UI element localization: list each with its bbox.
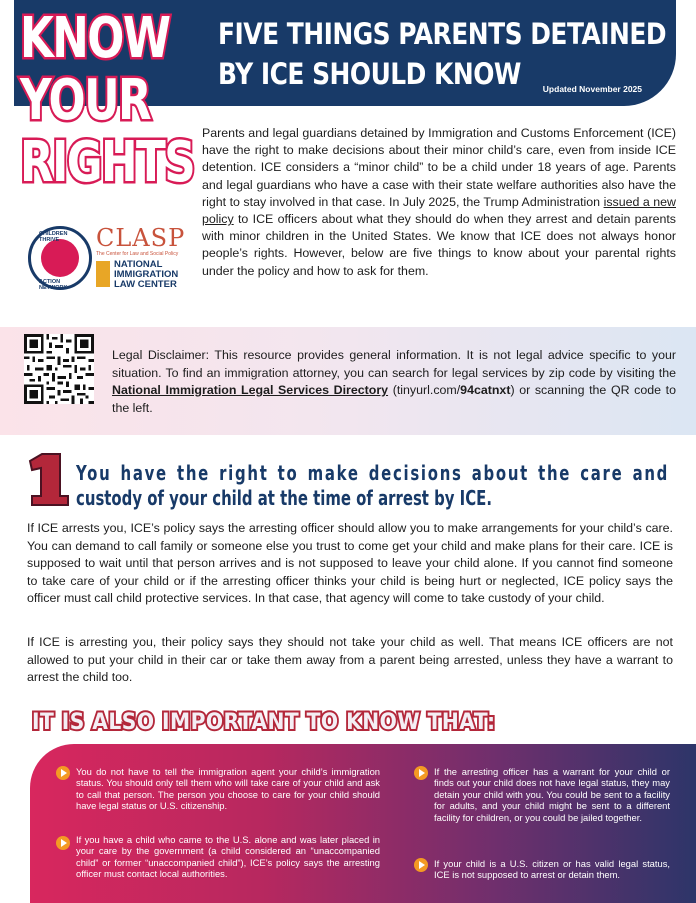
bullet-item: You do not have to tell the immigration agent your child’s immigration status. You should only tell them who will take care of your child and ask to call that person. The person you choose to care for your child should have legal status or U.S. citizenship. [76, 766, 380, 812]
clasp-logo: CLASP [96, 224, 186, 252]
nilc-logo [114, 260, 178, 290]
also-important-heading: IT IS ALSO IMPORTANT TO KNOW THAT: [32, 710, 496, 735]
page-title-line1: FIVE THINGS PARENTS DETAINED [218, 17, 667, 51]
section1-heading-line2: custody of your child at the time of arrest by ICE. [76, 486, 493, 510]
section1-heading [76, 461, 672, 511]
qr-code-icon[interactable] [24, 334, 94, 404]
bullet-item: If your child is a U.S. citizen or has valid legal status, ICE is not supposed to arrest or detain them. [434, 858, 670, 881]
disclaimer-url-code: 94catnxt [460, 383, 511, 398]
disclaimer-text-end: ) or scanning the QR code to the left. [112, 383, 676, 415]
bullet-item: If you have a child who came to the U.S. alone and was later placed in your care by the government (a child considered an “unaccompanied child” or former “unaccompanied child”), ICE’s policy says the arresting officer must contact local authorities. [76, 834, 380, 880]
qr-code-graphic [24, 334, 94, 404]
play-bullet-icon [56, 836, 70, 850]
heart-hand-icon [41, 239, 79, 277]
nilc-line3: LAW CENTER [114, 279, 177, 290]
children-thrive-bottom-text: ACTION NETWORK [39, 279, 68, 291]
nilc-mark-icon [96, 261, 110, 287]
section1-paragraph-1: If ICE arrests you, ICE’s policy says the arresting officer should allow you to make arrangements for your child’s care. You can demand to call family or someone else you trust to come get your child and make plans for their care. ICE is supposed to wait until that person arrives and is not supposed to leave your child alone. If you cannot find someone to take care of your child or if the arresting officer thinks your child is being hurt or neglected, ICE policy says the officer must call child protective services. In that case, that agency will come to take custody of your child. [27, 521, 673, 606]
page-title-line2: BY ICE SHOULD KNOW [218, 57, 521, 91]
nilc-line2: IMMIGRATION [114, 269, 179, 280]
play-bullet-icon [56, 766, 70, 780]
play-bullet-icon [414, 766, 428, 780]
nilc-line1: NATIONAL [114, 259, 163, 270]
updated-date: Updated November 2025 [542, 84, 642, 94]
logo-line-know: KNOW [20, 6, 170, 71]
clasp-subtitle: The Center for Law and Social Policy [96, 251, 179, 257]
intro-text-start: Parents and legal guardians detained by Immigration and Customs Enforcement (ICE) have the right to make decisions about their minor child’s care, even from inside ICE detention. ICE considers a “minor child” to be a child under 18 years of age. Parents and legal guardians who have a case with their state welfare authorities also have the right to stay involved in that case. In July 2025, the Trump Administration [202, 126, 676, 209]
policy-link[interactable]: issued a new policy [202, 194, 676, 227]
intro-paragraph [202, 125, 676, 280]
page-title [218, 14, 667, 94]
section1-paragraph-2: If ICE is arresting you, their policy says they should not take your child as well. That means ICE officers are not allowed to put your child in their car or take them away from a parent being arrested, unless they have a warrant to arrest the child too. [27, 635, 673, 685]
intro-text-end: to ICE officers about what they should do when they arrest and detain parents with minor children in the United States. We know that ICE does not always honor people’s rights. However, below are five things to know about your parental rights under the policy and how to ask for them. [202, 212, 676, 278]
children-thrive-logo [28, 226, 92, 290]
bullet-item: If the arresting officer has a warrant for your child or finds out your child does not have legal status, they may detain your child with you. You could be sent to a facility for adults, and your child might be sent to a different facility for children, or you could be jailed together. [434, 766, 670, 823]
know-your-rights-logo [20, 6, 195, 195]
children-thrive-top-text: CHILDREN THRIVE [39, 231, 68, 243]
play-bullet-icon [414, 858, 428, 872]
section1-heading-line1: You have the right to make decisions about the care and [76, 461, 670, 485]
legal-directory-link[interactable]: National Immigration Legal Services Directory [112, 383, 389, 398]
logo-line-rights: RIGHTS [20, 130, 195, 195]
number-one-badge [22, 452, 70, 506]
logo-line-your: YOUR [20, 68, 151, 133]
legal-disclaimer [112, 347, 676, 417]
disclaimer-text: Legal Disclaimer: This resource provides general information. It is not legal advice specific to your situation. To find an immigration attorney, you can search for legal services by zip code by visiting the [112, 348, 676, 380]
disclaimer-url-prefix: (tinyurl.com/ [388, 383, 461, 398]
